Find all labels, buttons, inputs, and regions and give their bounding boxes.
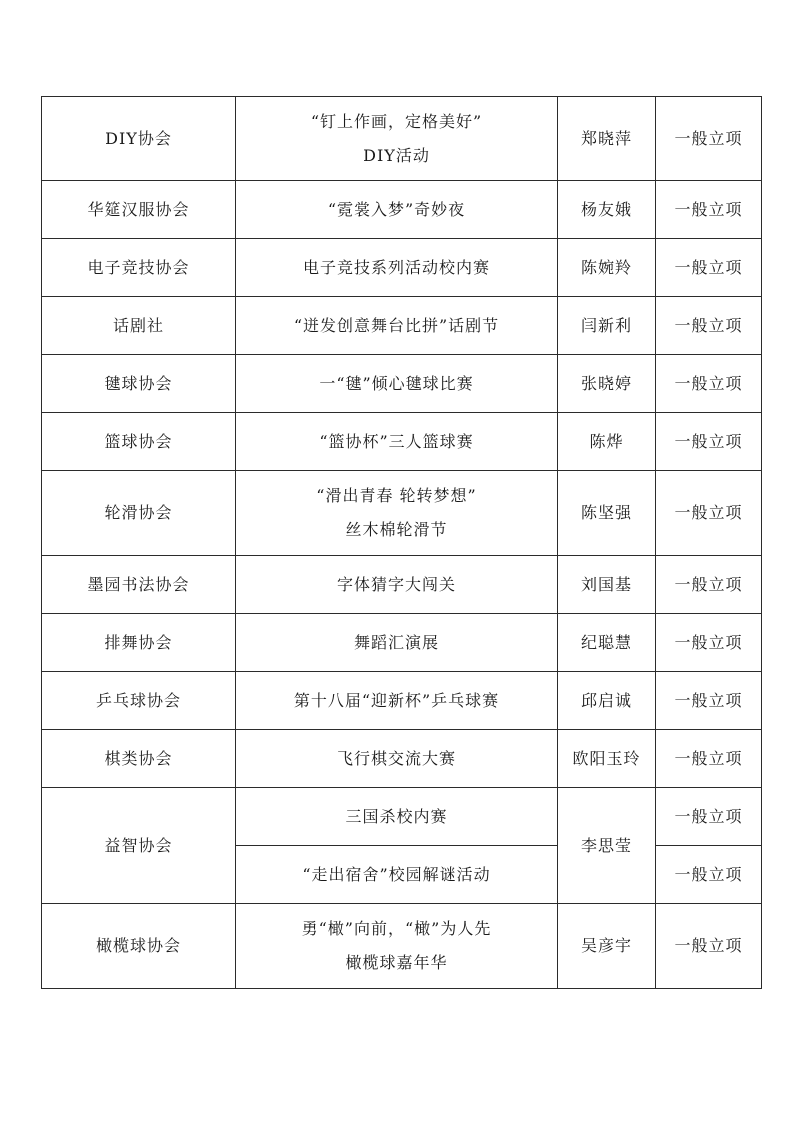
table-row bbox=[42, 904, 762, 989]
level-cell: 一般立项 bbox=[656, 672, 762, 730]
person-cell: 纪聪慧 bbox=[558, 614, 656, 672]
activity-line: DIY活动 bbox=[363, 145, 430, 165]
level-cell: 一般立项 bbox=[656, 556, 762, 614]
level-cell: 一般立项 bbox=[656, 297, 762, 355]
club-cell: 篮球协会 bbox=[42, 413, 236, 471]
activity-cell: 一“毽”倾心毽球比赛 bbox=[236, 355, 558, 413]
activity-cell: 第十八届“迎新杯”乒乓球赛 bbox=[236, 672, 558, 730]
activity-cell: 飞行棋交流大赛 bbox=[236, 730, 558, 788]
activity-cell bbox=[236, 904, 558, 989]
activity-cell: “迸发创意舞台比拼”话剧节 bbox=[236, 297, 558, 355]
level-cell: 一般立项 bbox=[656, 904, 762, 989]
activity-cell: “篮协杯”三人篮球赛 bbox=[236, 413, 558, 471]
person-cell: 闫新利 bbox=[558, 297, 656, 355]
activity-cell bbox=[236, 471, 558, 556]
activity-cell: 舞蹈汇演展 bbox=[236, 614, 558, 672]
person-cell: 欧阳玉玲 bbox=[558, 730, 656, 788]
person-cell: 张晓婷 bbox=[558, 355, 656, 413]
table-row bbox=[42, 239, 762, 297]
activity-line: “钉上作画，定格美好” bbox=[310, 111, 483, 131]
person-cell: 吴彦宇 bbox=[558, 904, 656, 989]
level-cell: 一般立项 bbox=[656, 614, 762, 672]
club-cell: 毽球协会 bbox=[42, 355, 236, 413]
level-cell: 一般立项 bbox=[656, 355, 762, 413]
activity-cell: 电子竞技系列活动校内赛 bbox=[236, 239, 558, 297]
table-row bbox=[42, 471, 762, 556]
table-row bbox=[42, 672, 762, 730]
level-cell: 一般立项 bbox=[656, 788, 762, 846]
person-cell: 刘国基 bbox=[558, 556, 656, 614]
club-cell: 电子竞技协会 bbox=[42, 239, 236, 297]
level-cell: 一般立项 bbox=[656, 97, 762, 181]
table-row bbox=[42, 97, 762, 181]
person-cell: 陈婉羚 bbox=[558, 239, 656, 297]
project-table bbox=[41, 96, 762, 989]
activity-line: 勇“橄”向前，“橄”为人先 bbox=[301, 919, 492, 938]
club-cell: 轮滑协会 bbox=[42, 471, 236, 556]
table-row bbox=[42, 413, 762, 471]
club-cell: 益智协会 bbox=[42, 788, 236, 904]
table-row bbox=[42, 556, 762, 614]
activity-cell bbox=[236, 97, 558, 181]
person-cell: 陈坚强 bbox=[558, 471, 656, 556]
table-row bbox=[42, 788, 762, 846]
level-cell: 一般立项 bbox=[656, 471, 762, 556]
activity-cell: 字体猜字大闯关 bbox=[236, 556, 558, 614]
person-cell: 郑晓萍 bbox=[558, 97, 656, 181]
club-cell: 墨园书法协会 bbox=[42, 556, 236, 614]
club-cell: 话剧社 bbox=[42, 297, 236, 355]
level-cell: 一般立项 bbox=[656, 239, 762, 297]
club-cell: 棋类协会 bbox=[42, 730, 236, 788]
level-cell: 一般立项 bbox=[656, 846, 762, 904]
table-row bbox=[42, 297, 762, 355]
activity-cell: “霓裳入梦”奇妙夜 bbox=[236, 181, 558, 239]
club-cell: DIY协会 bbox=[42, 97, 236, 181]
activity-line: 橄榄球嘉年华 bbox=[345, 953, 448, 972]
person-cell: 杨友娥 bbox=[558, 181, 656, 239]
club-cell: 排舞协会 bbox=[42, 614, 236, 672]
table-row bbox=[42, 181, 762, 239]
activity-cell: 三国杀校内赛 bbox=[236, 788, 558, 846]
club-cell: 乒乓球协会 bbox=[42, 672, 236, 730]
activity-cell: “走出宿舍”校园解谜活动 bbox=[236, 846, 558, 904]
level-cell: 一般立项 bbox=[656, 413, 762, 471]
activity-line: “滑出青春 轮转梦想” bbox=[316, 486, 477, 505]
club-cell: 华筵汉服协会 bbox=[42, 181, 236, 239]
club-cell: 橄榄球协会 bbox=[42, 904, 236, 989]
level-cell: 一般立项 bbox=[656, 181, 762, 239]
table-row bbox=[42, 730, 762, 788]
table-row bbox=[42, 614, 762, 672]
table-row bbox=[42, 355, 762, 413]
level-cell: 一般立项 bbox=[656, 730, 762, 788]
activity-line: 丝木棉轮滑节 bbox=[345, 520, 448, 539]
person-cell: 邱启诚 bbox=[558, 672, 656, 730]
person-cell: 陈烨 bbox=[558, 413, 656, 471]
person-cell: 李思莹 bbox=[558, 788, 656, 904]
